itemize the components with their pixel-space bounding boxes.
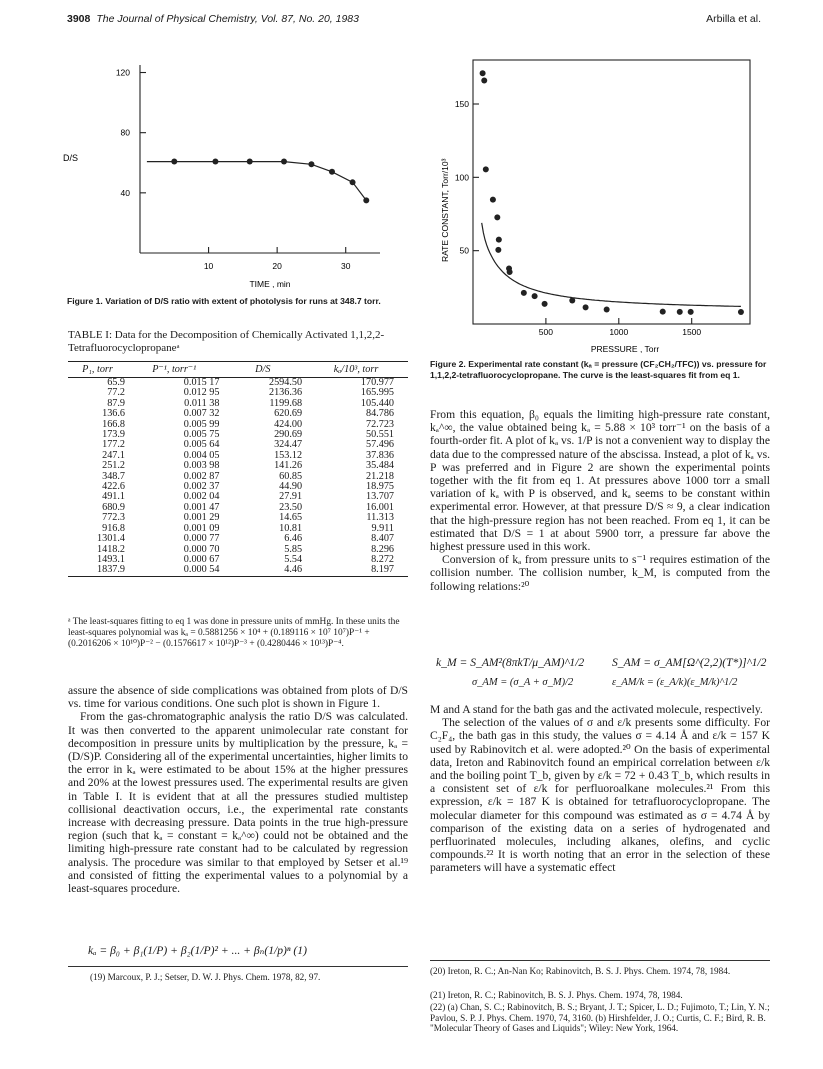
table-row — [68, 534, 408, 544]
table-cell: 8.296 — [371, 543, 394, 555]
table-cell: 1418.2 — [97, 543, 126, 555]
table-cell: 105.440 — [360, 397, 394, 409]
figure-2-caption-label: Figure 2. — [430, 359, 466, 369]
figure-1-ylabel: D/S — [63, 153, 79, 163]
running-header-authors: Arbilla et al. — [706, 13, 761, 25]
table-cell: 0.004 05 — [183, 449, 220, 461]
x-tick-label: 1500 — [682, 327, 702, 337]
table-cell: 6.46 — [284, 533, 303, 545]
equation-1: kₐ = β₀ + β₁(1/P) + β₂(1/P)² + ... + βₙ(1/p)ⁿ (1) — [88, 944, 307, 957]
table-cell: 136.6 — [102, 408, 126, 420]
plot-frame — [473, 60, 750, 324]
figure-1-caption — [67, 296, 407, 307]
table-cell: 0.001 09 — [183, 522, 220, 534]
figure-1-xlabel: TIME , min — [249, 279, 291, 289]
data-point — [329, 169, 335, 175]
table-cell: 0.000 54 — [127, 565, 221, 576]
table-cell: 0.001 29 — [183, 512, 220, 524]
y-tick-label: 80 — [120, 127, 130, 138]
table-cell: 0.000 70 — [183, 543, 220, 555]
footnote-20: (20) Ireton, R. C.; An-Nan Ko; Rabinovitch, B. S. J. Phys. Chem. 1974, 78, 1984. — [430, 966, 731, 976]
footnote-21: (21) Ireton, R. C.; Rabinovitch, B. S. J. Phys. Chem. 1974, 78, 1984. — [430, 990, 683, 1000]
table-cell: 620.69 — [274, 408, 303, 420]
right-column-body-continued — [430, 703, 770, 875]
data-point — [481, 78, 487, 84]
table-header-cell: D/S — [221, 362, 304, 378]
data-point — [677, 309, 683, 315]
table-cell: 8.272 — [371, 553, 394, 565]
table-cell: 65.9 — [107, 377, 126, 388]
table-cell: 5.85 — [284, 543, 303, 555]
table-cell: 177.2 — [102, 439, 126, 451]
paragraph: From this equation, β₀ equals the limiting high-pressure rate constant, kₐ^∞, the value obtained being kₐ = 5.88 × 10³ torr⁻¹ on the basis of a fourth-order fit. A plot of kₐ vs. 1/P is not a convenient way to display the data due to the compressed nature of the abscissa. Instead, a plot of kₐ vs. P was preferred and in Figure 2 are shown the experimental points together with the fit from eq 1. At pressures above 1000 torr a small variation of kₐ with P is observed, and kₐ seems to be constant within experimental error. However, at that pressure D/S ≈ 9, a clear indication that the high-pressure region has not been reached. From eq 1, it can be estimated that D/S = 1 at about 5900 torr, a pressure far above the highest pressure used in this work. — [430, 408, 770, 554]
data-point — [308, 161, 314, 167]
table-cell: 2136.36 — [268, 387, 303, 399]
table-cell: 153.12 — [274, 449, 303, 461]
table-header-cell: kₐ/10³, torr — [304, 362, 408, 378]
table-cell: 60.85 — [279, 470, 303, 482]
x-tick-label: 1000 — [609, 327, 629, 337]
data-point — [542, 301, 548, 307]
data-point — [532, 293, 538, 299]
table-1 — [68, 361, 408, 577]
table-1-footnote: ᵃ The least-squares fitting to eq 1 was done in pressure units of mmHg. In these units the least-squares polynomial was kₐ = 0.5881256 × 10⁴ + (0.189116 × 10⁷ 10⁷)P⁻¹ + (0.2016206 × 10¹⁰)P⁻² − (0.1576617 × 10¹²)P⁻³ + (0.4280446 × 10¹³)P⁻⁴. — [68, 617, 400, 649]
table-cell: 290.69 — [274, 429, 303, 441]
data-point — [569, 298, 575, 304]
data-point — [363, 197, 369, 203]
table-cell: 348.7 — [102, 470, 126, 482]
journal-name: The Journal of Physical Chemistry, Vol. 87, No. 20, 1983 — [96, 13, 359, 25]
table-cell: 247.1 — [102, 449, 126, 461]
table-cell: 166.8 — [102, 418, 126, 430]
data-point — [521, 290, 527, 296]
equation-3b: ε_AM/k = (ε_A/k)(ε_M/k)^1/2 — [612, 677, 738, 688]
table-cell: 251.2 — [102, 460, 126, 472]
figure-2-xlabel: PRESSURE , Torr — [590, 344, 660, 354]
table-cell: 50.551 — [365, 429, 394, 441]
table-cell: 0.005 75 — [183, 429, 220, 441]
equation-2b: S_AM = σ_AM[Ω^(2,2)(T*)]^1/2 — [612, 656, 767, 669]
table-cell: 491.1 — [102, 491, 126, 503]
footnote-rule-left — [68, 966, 408, 967]
data-point — [688, 309, 694, 315]
table-cell: 0.000 77 — [183, 533, 220, 545]
table-header-cell: P⁻¹, torr⁻¹ — [127, 362, 221, 378]
table-cell: 37.836 — [365, 449, 394, 461]
figure-1-caption-text: Variation of D/S ratio with extent of photolysis for runs at 348.7 torr. — [105, 296, 381, 306]
data-point — [494, 214, 500, 220]
table-cell: 9.911 — [371, 522, 394, 534]
table-cell: 23.50 — [279, 501, 303, 513]
table-cell: 18.975 — [365, 481, 394, 493]
figure-2-chart — [405, 52, 785, 357]
table-cell: 1301.4 — [97, 533, 126, 545]
figure-2-caption — [430, 359, 770, 380]
equation-2a: k_M = S_AM²(8πkT/μ_AM)^1/2 — [436, 656, 585, 669]
table-cell: 0.000 67 — [183, 553, 220, 565]
running-header-left — [67, 13, 359, 25]
table-cell: 11.313 — [366, 512, 394, 524]
data-point — [483, 166, 489, 172]
right-column-body — [430, 408, 770, 593]
paragraph: The selection of the values of σ and ε/k presents some difficulty. For C₂F₄, the bath gas in this study, the values σ = 4.14 Å and ε/k = 157 K used by Rabinovitch et al. were adopted.²⁰ On the basis of experimental data, Ireton and Rabinovitch found an empirical correlation between ε/k and the boiling point T_b, given by ε/k = 72 + 0.43 T_b, which results in a consistent set of ε/k for perfluoroalkane molecules.²¹ From this expression, ε/k = 187 K is obtained for tetrafluorocyclopropane. The molecular diameter for this compound was estimated as σ = 4.74 Å by comparison of the existing data on a series of hydrogenated and perfluorinated molecules, including alkanes, olefins, and cyclic compounds.²² It is worth noting that an error in the selection of these parameters will have a systematic effect — [430, 716, 770, 875]
table-cell: 680.9 — [102, 501, 126, 513]
figure-1-line — [147, 162, 366, 201]
x-tick-label: 20 — [272, 261, 282, 271]
table-cell: 72.723 — [365, 418, 394, 430]
table-cell: 0.003 98 — [183, 460, 220, 472]
table-cell: 16.001 — [365, 501, 394, 513]
figure-2-caption-text: Experimental rate constant (kₐ = pressure (CF₂CH₂/TFC)) vs. pressure for 1,1,2,2-tetrafluorocyclopropane. The curve is the least-squares fit from eq 1. — [430, 359, 767, 380]
data-point — [604, 306, 610, 312]
table-cell: 8.407 — [371, 533, 394, 545]
paragraph: Conversion of kₐ from pressure units to s⁻¹ requires estimation of the collision number. The collision number, k_M, is computed from the following relations:²⁰ — [430, 553, 770, 593]
figure-2-fit-curve — [482, 223, 741, 307]
table-cell: 0.002 37 — [183, 481, 220, 493]
table-cell: 57.496 — [365, 439, 394, 451]
figure-1-points — [171, 159, 369, 204]
y-tick-label: 40 — [120, 187, 130, 198]
data-point — [350, 179, 356, 185]
table-cell: 1493.1 — [97, 553, 126, 565]
table-cell: 1837.9 — [68, 565, 127, 576]
table-cell: 13.707 — [365, 491, 394, 503]
table-cell: 0.012 95 — [183, 387, 220, 399]
table-cell: 8.197 — [304, 565, 408, 576]
table-cell: 170.977 — [360, 377, 394, 388]
y-tick-label: 120 — [115, 67, 130, 78]
table-cell: 422.6 — [102, 481, 126, 493]
figure-2-ylabel: RATE CONSTANT, Torr/10³ — [440, 158, 450, 262]
table-cell: 0.015 17 — [183, 377, 220, 388]
table-cell: 424.00 — [274, 418, 303, 430]
data-point — [490, 197, 496, 203]
equation-3a: σ_AM = (σ_A + σ_M)/2 — [472, 677, 574, 688]
table-cell: 84.786 — [365, 408, 394, 420]
table-cell: 4.46 — [221, 565, 304, 576]
table-cell: 0.002 04 — [183, 491, 220, 503]
paragraph: assure the absence of side complications was obtained from plots of D/S vs. time for various conditions. One such plot is shown in Figure 1. — [68, 684, 408, 711]
y-tick-label: 150 — [454, 99, 469, 109]
table-cell: 0.005 99 — [183, 418, 220, 430]
figure-2-tick-labels — [455, 99, 702, 337]
y-tick-label: 100 — [454, 172, 469, 183]
data-point — [495, 247, 501, 253]
figure-1-tick-labels — [116, 68, 351, 271]
data-point — [583, 304, 589, 310]
table-cell: 0.005 64 — [183, 439, 220, 451]
table-cell: 21.218 — [365, 470, 394, 482]
figure-1-chart — [60, 55, 410, 290]
footnote-rule-right — [430, 960, 770, 961]
table-cell: 77.2 — [107, 387, 126, 399]
table-cell: 35.484 — [365, 460, 394, 472]
table-cell: 916.8 — [102, 522, 126, 534]
table-cell: 10.81 — [279, 522, 303, 534]
figure-1-caption-label: Figure 1. — [67, 296, 103, 306]
table-cell: 141.26 — [274, 460, 303, 472]
left-column-body — [68, 684, 408, 895]
table-row — [68, 565, 408, 576]
data-point — [507, 269, 513, 275]
table-cell: 0.002 87 — [183, 470, 220, 482]
table-1-title: TABLE I: Data for the Decomposition of Chemically Activated 1,1,2,2-Tetrafluorocyclopropaneᵃ — [68, 329, 385, 354]
table-cell: 87.9 — [107, 397, 126, 409]
table-cell: 27.91 — [279, 491, 303, 503]
figure-2-points — [480, 70, 744, 315]
paragraph: M and A stand for the bath gas and the activated molecule, respectively. — [430, 703, 763, 716]
table-header-cell: P₁, torr — [68, 362, 127, 378]
data-point — [247, 159, 253, 165]
table-cell: 0.001 47 — [183, 501, 220, 513]
data-point — [281, 159, 287, 165]
paragraph: From the gas-chromatographic analysis the ratio D/S was calculated. It was then converted to the apparent unimolecular rate constant for decomposition in pressure units by multiplication by the pressure, kₐ = (D/S)P. Considering all of the experimental uncertainties, higher limits to the error in kₐ were estimated to be about 15% at the higher pressures and 20% at the lowest pressures used. The experimental results are given in Table I. It is evident that at all the pressures studied multistep collisional deactivation occurs, i.e., the experimental rate constants increase with decreasing pressure. Data points in the true high-pressure region (such that kₐ = constant = kₐ^∞) could not be obtained and the limiting high-pressure rate constant had to be calculated by regression analysis. The procedure was similar to that employed by Setser et al.¹⁹ and consisted of fitting the experimental values to a polynomial by a least-squares procedure. — [68, 710, 408, 896]
footnote-22: (22) (a) Chan, S. C.; Rabinovitch, B. S.; Bryant, J. T.; Spicer, L. D.; Fujimoto, T.; Lin, Y. N.; Pavlou, S. P. J. Phys. Chem. 1970, 74, 3160. (b) Hirshfelder, J. O.; Curtis, C. F.; Bird, R. B. "Molecular Theory of Gases and Liquids"; Wiley: New York, 1964. — [430, 1002, 770, 1034]
table-cell: 324.47 — [274, 439, 303, 451]
figure-2-axes — [473, 60, 750, 324]
table-cell: 0.007 32 — [183, 408, 220, 420]
table-cell: 2594.50 — [268, 377, 303, 388]
data-point — [660, 309, 666, 315]
data-point — [212, 159, 218, 165]
table-cell: 14.65 — [279, 512, 303, 524]
table-cell: 165.995 — [360, 387, 394, 399]
y-tick-label: 50 — [459, 245, 469, 256]
data-point — [738, 309, 744, 315]
figure-1-axes — [140, 65, 380, 253]
table-cell: 44.90 — [279, 481, 303, 493]
x-tick-label: 500 — [538, 327, 553, 337]
table-cell: 0.011 38 — [184, 397, 220, 409]
data-point — [496, 237, 502, 243]
data-point — [480, 70, 486, 76]
table-cell: 1199.68 — [269, 397, 303, 409]
table-cell: 772.3 — [102, 512, 126, 524]
table-cell: 5.54 — [284, 553, 303, 565]
x-tick-label: 30 — [340, 261, 351, 271]
data-point — [171, 159, 177, 165]
x-tick-label: 10 — [203, 261, 214, 271]
table-cell: 173.9 — [102, 429, 126, 441]
table-header-row — [68, 362, 408, 378]
page-number: 3908 — [67, 13, 91, 25]
footnote-19: (19) Marcoux, P. J.; Setser, D. W. J. Phys. Chem. 1978, 82, 97. — [90, 972, 321, 982]
